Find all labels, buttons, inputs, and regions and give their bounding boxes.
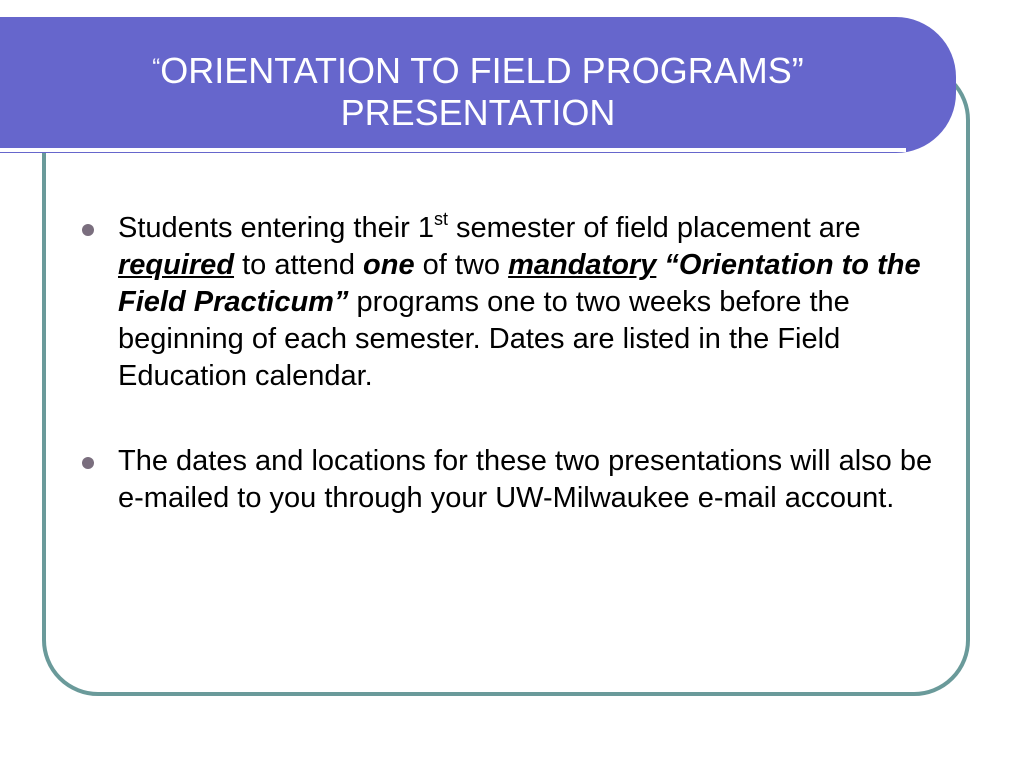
title-open-quote: “ [152,54,161,81]
text-run: programs one to two weeks before the beginning of each semester. Dates are listed in the Field Education calendar. [118,286,850,392]
bullet-item-1 [82,210,962,395]
text-run: Students entering their 1 [118,212,434,244]
text-run: of two [414,249,509,281]
title-line-2: PRESENTATION [340,92,616,133]
bullet-dot-icon [82,457,94,469]
emphasis-one: one [363,249,415,281]
bullet-dot-icon [82,224,94,236]
bullet-list [82,210,962,517]
title-banner [0,17,956,153]
emphasis-orientation-title: “Orientation to the Field Practicum” [118,249,921,318]
bullet-1-text [118,209,921,392]
bullet-item-2 [82,443,962,517]
title-line-1: ORIENTATION TO FIELD PROGRAMS” [160,50,804,91]
title-rule [0,148,906,152]
text-run: to attend [234,249,364,281]
bullet-2-text: The dates and locations for these two presentations will also be e-mailed to you through your UW-Milwaukee e-mail account. [118,445,933,514]
emphasis-mandatory: mandatory [508,249,657,281]
slide-title [0,47,956,134]
text-run: semester of field placement are [448,212,861,244]
emphasis-required: required [118,249,235,281]
ordinal-superscript: st [433,209,448,229]
